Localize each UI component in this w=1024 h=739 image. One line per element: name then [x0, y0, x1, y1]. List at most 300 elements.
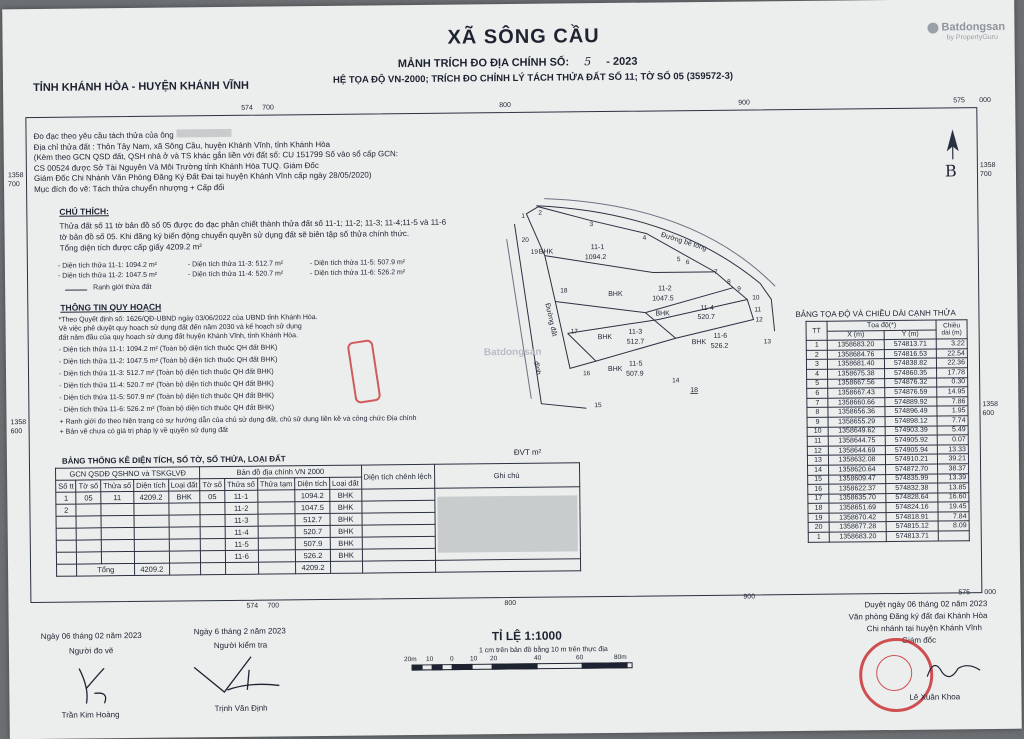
coord-table-title: BẢNG TỌA ĐỘ VÀ CHIỀU DÀI CẠNH THỬA [795, 308, 955, 319]
info-line: Mục đích đo vẽ: Tách thửa chuyển nhượng + Cấp đổi [34, 181, 398, 195]
parcel-area: 507.9 [626, 371, 644, 378]
grid-label: 1358 [980, 162, 996, 169]
planning-note: + Ranh giới đo theo hiện trạng có sự hướng dẫn của chủ sử dụng đất, chủ sử dụng liền kề và công chức Địa chính [59, 414, 416, 427]
coord-cell: 1358632.08 [828, 455, 885, 465]
parcel-area: 512.7 [627, 339, 645, 346]
coord-cell: 1 [808, 532, 829, 542]
cell: 507.9 [295, 537, 330, 549]
coord-cell: 574835.99 [886, 474, 938, 484]
grid-label: 575 [953, 97, 965, 104]
cell [76, 504, 101, 516]
parcel-division [568, 333, 596, 361]
coord-cell: 2 [806, 350, 827, 360]
right-role: Giám đốc [902, 636, 936, 645]
point-label: 2 [538, 210, 542, 217]
coord-cell: 14.95 [937, 387, 968, 397]
coord-cell: 17 [808, 494, 829, 504]
parcel-code: BHK [608, 366, 623, 373]
mid-name: Trịnh Văn Định [214, 704, 267, 714]
cell [134, 515, 169, 527]
cell [77, 552, 102, 564]
point-label: 5 [677, 256, 681, 263]
coord-cell: 1358667.43 [828, 388, 885, 398]
cell [56, 516, 77, 528]
stats-col: Tờ số [76, 480, 101, 492]
grid-label: 000 [979, 97, 991, 104]
coord-cell: 7.74 [937, 416, 968, 426]
coord-cell: 574860.35 [885, 368, 937, 378]
cell: 11-2 [225, 502, 258, 514]
cell [362, 524, 435, 537]
cell [101, 551, 134, 563]
grid-label: 575 [958, 589, 970, 596]
cell [101, 527, 134, 539]
planning-item: - Diện tích thửa 11-6: 526.2 m² (Toàn bộ diện tích thuộc QH đất BHK) [59, 402, 416, 415]
info-line: Giám Đốc Chi Nhánh Văn Phòng Đăng Ký Đất Đai tại huyện Khánh Vĩnh cấp ngày 28/05/2020) [34, 170, 398, 184]
point-label: 13 [764, 338, 772, 345]
coord-header: Y (m) [884, 330, 936, 340]
coord-table [806, 319, 970, 542]
cell [258, 562, 296, 574]
cell [200, 527, 225, 539]
cell [225, 562, 258, 574]
coord-cell: 11 [807, 436, 828, 446]
coord-cell: 574813.71 [886, 531, 938, 541]
coord-cell [938, 531, 969, 541]
neighbor-parcel: 18 [690, 387, 698, 394]
coord-cell: 7.84 [938, 512, 969, 522]
scale-note: 1 cm trên bản đồ bằng 10 m trên thực địa [479, 646, 608, 654]
cadastral-document [2, 0, 1022, 739]
coord-cell: 574876.32 [885, 378, 937, 388]
coord-cell: 0.07 [937, 435, 968, 445]
parcel-code: BHK [692, 339, 707, 346]
notes-line: tờ bản đồ số 05. Khi đăng ký biến động chuyển quyền sử dụng đất sẽ biên tập số thửa chính thức. [60, 228, 447, 243]
cell [361, 488, 434, 501]
stats-header: Ghi chú [434, 463, 579, 489]
coord-cell: 1358644.75 [828, 436, 885, 446]
cell: 11 [101, 491, 134, 503]
cell: 11-5 [225, 538, 258, 550]
parcel-area: 1047.5 [652, 295, 674, 302]
grid-label: 900 [738, 99, 750, 106]
parcel-area: 526.2 [711, 343, 729, 350]
cell [169, 515, 201, 527]
coord-cell: 22.36 [936, 358, 967, 368]
coord-row [808, 531, 969, 542]
cell [134, 503, 169, 515]
cell [56, 540, 77, 552]
coord-cell: 13 [807, 456, 828, 466]
coord-cell: 16 [808, 484, 829, 494]
cell: 05 [200, 491, 225, 503]
parcel-code: BHK [608, 291, 623, 298]
coord-cell: 7 [807, 398, 828, 408]
cell: 1 [56, 492, 77, 504]
scale-tick: 10 [470, 655, 478, 662]
coord-cell: 22.54 [936, 349, 967, 359]
coord-cell: 14 [808, 465, 829, 475]
coord-cell: 4 [807, 369, 828, 379]
signature-right [924, 654, 984, 685]
cell [200, 539, 225, 551]
coord-cell: 12 [807, 446, 828, 456]
cell: 05 [76, 492, 101, 504]
cell [362, 512, 435, 525]
coord-cell: 574816.53 [884, 349, 936, 359]
document-title: XÃ SÔNG CẦU [447, 25, 599, 50]
cell [362, 536, 435, 549]
coord-cell: 1358644.69 [828, 445, 885, 455]
left-date: Ngày 06 tháng 02 năm 2023 [41, 631, 142, 641]
grid-label: 574 [246, 603, 258, 610]
coord-cell: 574828.64 [886, 493, 938, 503]
planning-item: - Diện tích thửa 11-5: 507.9 m² (Toàn bộ diện tích thuộc QH đất BHK) [59, 390, 416, 403]
point-label: 17 [571, 328, 579, 335]
area-item: - Diện tích thửa 11-2: 1047.5 m² [58, 272, 157, 280]
stats-unit: ĐVT m² [514, 448, 541, 457]
grid-label: 1358 [982, 401, 998, 408]
coord-cell: 1358683.20 [829, 532, 886, 542]
cell: 11-3 [225, 514, 258, 526]
coord-cell: 1 [806, 340, 827, 350]
cell [435, 559, 580, 573]
coord-cell: 574910.21 [886, 454, 938, 464]
point-label: 20 [522, 237, 530, 244]
coord-cell: 574898.12 [885, 416, 937, 426]
cell [361, 500, 434, 513]
cell: BHK [330, 525, 362, 537]
subtitle-year: - 2023 [606, 56, 637, 68]
coord-cell: 6 [807, 388, 828, 398]
coord-cell: 574872.70 [886, 464, 938, 474]
stats-col: Diện tích [134, 479, 169, 491]
right-org: Văn phòng Đăng ký đất đai Khánh Hòa [849, 611, 988, 621]
planning-item: - Diện tích thửa 11-3: 512.7 m² (Toàn bộ diện tích thuộc QH đất BHK) [59, 366, 416, 379]
grid-label: 600 [11, 428, 23, 435]
cell [134, 551, 169, 563]
coord-cell: 1358675.38 [828, 369, 885, 379]
cell [169, 563, 201, 575]
coord-cell: 1358635.70 [829, 493, 886, 503]
planning-line: *Theo Quyết định số: 1626/QĐ-UBND ngày 03/06/2022 của UBND tỉnh Khánh Hòa. [58, 312, 415, 325]
stats-col: Thửa số [224, 478, 257, 490]
stats-col: Thửa tạm [257, 478, 295, 490]
cell: Tổng [77, 563, 135, 576]
coord-cell: 574903.39 [885, 426, 937, 436]
cell: BHK [330, 489, 362, 501]
coord-header: Chiều dài (m) [936, 320, 967, 340]
grid-label: 1358 [10, 419, 26, 426]
cell: BHK [330, 501, 362, 513]
coord-cell: 574896.49 [885, 406, 937, 416]
cell [169, 527, 201, 539]
coord-cell: 1358656.36 [828, 407, 885, 417]
left-name: Trần Kim Hoàng [62, 710, 120, 720]
coord-cell: 574815.12 [886, 522, 938, 532]
area-item: - Diện tích thửa 11-6: 526.2 m² [310, 269, 405, 277]
coord-cell: 574905.92 [885, 435, 937, 445]
scale-label: TỈ LỆ 1:1000 [492, 628, 562, 643]
coord-cell: 574832.38 [886, 483, 938, 493]
point-label: 19 [531, 249, 539, 256]
cell [57, 564, 78, 576]
stats-col: Tờ số [200, 479, 225, 491]
parcel-area: 520.7 [697, 314, 715, 321]
cell [258, 514, 296, 526]
cell [201, 563, 226, 575]
coord-header: TT [806, 321, 827, 340]
cell [76, 516, 101, 528]
cell [258, 502, 296, 514]
cell [134, 527, 169, 539]
coord-header: X (m) [827, 330, 884, 340]
coord-cell: 15 [808, 475, 829, 485]
point-label: 12 [755, 316, 763, 323]
parcel-map [474, 191, 806, 429]
document-subtitle [398, 55, 638, 71]
grid-label: 600 [982, 410, 994, 417]
cell: BHK [330, 513, 362, 525]
parcel-code: BHK [598, 334, 613, 341]
cell [258, 550, 296, 562]
cell: 1094.2 [295, 489, 330, 501]
grid-label: 700 [267, 602, 279, 609]
center-watermark: Batdongsan [484, 347, 542, 359]
grid-label: 1358 [8, 172, 24, 179]
cell: BHK [330, 537, 362, 549]
coord-cell: 8.09 [938, 521, 969, 531]
point-label: 1 [521, 213, 525, 220]
cell: 2 [56, 504, 77, 516]
coord-cell: 3 [806, 360, 827, 370]
road-concrete-label: Đường bê tông [660, 232, 707, 253]
info-line: CS 00524 được Sở Tài Nguyên Và Môi Trường tỉnh Khánh Hòa TUQ. Giám Đốc [34, 160, 398, 174]
planning-heading: THÔNG TIN QUY HOẠCH [60, 302, 161, 313]
grid-label: 700 [980, 171, 992, 178]
coord-cell: 0.30 [937, 377, 968, 387]
road-concrete-edge [544, 196, 775, 288]
cell: 520.7 [295, 525, 330, 537]
notes-line: Thửa đất số 11 tờ bản đồ số 05 được đo đạc phân chiết thành thửa đất số 11-1; 11-2; 11-3; 11-4;11-5 và 11-6 [59, 218, 446, 233]
cell: 11-1 [224, 490, 257, 502]
cell: 512.7 [295, 513, 330, 525]
cell [201, 551, 226, 563]
coord-cell: 13.85 [938, 483, 969, 493]
coord-cell: 8 [807, 408, 828, 418]
parcel-id: 11-1 [591, 244, 605, 251]
coord-cell: 13.39 [938, 473, 969, 483]
info-line: Đo đạc theo yêu cầu tách thửa của ông [33, 131, 173, 141]
parcel-id: 11-6 [714, 333, 728, 340]
coord-cell: 1358667.56 [828, 378, 885, 388]
cell [101, 503, 134, 515]
left-role: Người đo vẽ [69, 646, 113, 655]
area-item: - Diện tích thửa 11-4: 520.7 m² [188, 270, 283, 278]
road-dirt-label: Đường đất [543, 302, 559, 337]
cell: 526.2 [296, 549, 331, 561]
cell [169, 539, 201, 551]
province-line: TỈNH KHÁNH HÒA - HUYỆN KHÁNH VĨNH [33, 80, 249, 94]
cell [200, 503, 225, 515]
scale-tick: 40 [534, 655, 542, 662]
parcel-id: 11-3 [629, 329, 643, 336]
point-label: 4 [643, 235, 647, 242]
road-dirt-edge [507, 239, 532, 399]
scale-tick: 0 [450, 656, 454, 663]
coord-cell: 1358684.76 [827, 349, 884, 359]
coord-cell: 574876.59 [885, 387, 937, 397]
cell [56, 528, 77, 540]
notes-block [59, 218, 446, 255]
point-label: 16 [583, 370, 591, 377]
cell [362, 560, 435, 573]
mid-role: Người kiểm tra [214, 641, 267, 651]
cell [330, 561, 362, 573]
coord-cell: 3.22 [936, 339, 967, 349]
cell: 11-4 [225, 526, 258, 538]
grid-label: 800 [499, 102, 511, 109]
parcel-id: 11-5 [629, 361, 643, 368]
stats-header: Bản đồ địa chính VN 2000 [200, 465, 361, 479]
road-dirt-suffix: đình [532, 361, 542, 376]
cell [77, 540, 102, 552]
coord-cell: 574838.82 [885, 358, 937, 368]
point-label: 14 [672, 377, 680, 384]
coord-cell: 7.86 [937, 396, 968, 406]
notes-heading: CHÚ THÍCH: [59, 206, 109, 217]
stats-table [55, 462, 581, 576]
info-line: (Kèm theo GCN QSD đất, QSH nhà ở và TS khác gắn liền với đất số: CU 151799 Số vào sổ cấp GCN: [34, 149, 398, 163]
coord-cell: 38.37 [938, 464, 969, 474]
parcel-code: BHK [655, 310, 670, 317]
point-label: 6 [686, 259, 690, 266]
scale-tick: 20m [404, 656, 417, 663]
planning-line: đất năm đầu của quy hoạch sử dụng đất huyện Khánh Vĩnh, tỉnh Khánh Hòa. [59, 330, 416, 343]
notes-total: Tổng diện tích được cấp giấy 4209.2 m² [60, 240, 447, 255]
coord-cell: 39.21 [937, 454, 968, 464]
cell [362, 548, 435, 561]
coord-cell: 17.78 [937, 368, 968, 378]
coord-cell: 574889.92 [885, 397, 937, 407]
scale-bar [404, 651, 654, 678]
cell [200, 515, 225, 527]
planning-item: - Diện tích thửa 11-4: 520.7 m² (Toàn bộ diện tích thuộc QH đất BHK) [59, 378, 416, 391]
stats-col: Loại đất [329, 477, 361, 489]
cell: BHK [330, 549, 362, 561]
coord-cell: 20 [808, 523, 829, 533]
stats-col: Diện tích [295, 477, 330, 489]
parcel-area: 1094.2 [585, 254, 607, 261]
cell [134, 539, 169, 551]
point-label: 8 [727, 279, 731, 286]
subtitle-number: 5 [572, 55, 603, 68]
cell: 1047.5 [295, 501, 330, 513]
point-label: 7 [714, 269, 718, 276]
cell: BHK [168, 491, 200, 503]
planning-item: - Diện tích thửa 11-1: 1094.2 m² (Toàn bộ diện tích thuộc QH đất BHK) [59, 342, 416, 355]
point-label: 15 [594, 402, 602, 409]
cell [101, 539, 134, 551]
planning-note: + Bản vẽ chưa có giá trị pháp lý về quyền sử dụng đất [60, 424, 417, 437]
point-label: 9 [737, 286, 741, 293]
cell: 11-6 [225, 550, 258, 562]
stats-table-title: BẢNG THỐNG KÊ DIỆN TÍCH, SỐ TỜ, SỐ THỬA, LOẠI ĐẤT [62, 454, 286, 465]
planning-line: Về việc phê duyệt quy hoạch sử dụng đất đến năm 2030 và kế hoạch sử dụng [59, 321, 416, 334]
cell [56, 552, 77, 564]
legend-label: Ranh giới thửa đất [93, 284, 151, 292]
right-name: Lê Xuân Khoa [909, 692, 960, 702]
coord-cell: 1358660.66 [828, 397, 885, 407]
coord-cell: 9 [807, 417, 828, 427]
area-item: - Diện tích thửa 11-1: 1094.2 m² [58, 262, 157, 270]
coord-cell: 10 [807, 427, 828, 437]
parcel-id: 11-2 [658, 285, 672, 292]
stats-header: Diện tích chênh lệch [361, 464, 434, 489]
coord-cell: 1358609.47 [829, 474, 886, 484]
scale-tick: 10 [426, 656, 434, 663]
parcel-code: BHK [539, 249, 554, 256]
cell [257, 490, 295, 502]
point-label: 3 [589, 221, 593, 228]
right-org: Chi nhánh tại huyện Khánh Vĩnh [867, 623, 982, 633]
cell: 4209.2 [134, 563, 169, 575]
watermark-icon [927, 22, 938, 33]
coord-cell: 1.95 [937, 406, 968, 416]
mid-date: Ngày 6 tháng 2 năm 2023 [194, 626, 286, 636]
scale-tick: 20 [490, 655, 498, 662]
coord-cell: 574905.94 [885, 445, 937, 455]
stats-col: Loại đất [168, 479, 200, 491]
coord-cell: 1358620.64 [829, 464, 886, 474]
coord-cell: 1358655.29 [828, 417, 885, 427]
grid-label: 800 [504, 600, 516, 607]
coord-cell: 13.33 [937, 444, 968, 454]
cell [258, 526, 296, 538]
coordinate-system-line: HỆ TỌA ĐỘ VN-2000; TRÍCH ĐO CHỈNH LÝ TÁCH THỬA ĐẤT SỐ 11; TỜ SỐ 05 (359572-3) [333, 71, 733, 86]
coord-cell: 574818.91 [886, 512, 938, 522]
watermark-by: by PropertyGuru [947, 34, 998, 42]
stats-header: GCN QSDĐ QSHNO và TSKGLVĐ [56, 467, 200, 481]
parcel-map-svg [474, 191, 806, 424]
redacted-note-cell [434, 487, 580, 561]
coord-cell: 1358622.37 [829, 484, 886, 494]
grid-label: 900 [743, 593, 755, 600]
cell: 4209.2 [134, 491, 169, 503]
subtitle-label: MẢNH TRÍCH ĐO ĐỊA CHÍNH SỐ: [398, 56, 569, 70]
cell: 4209.2 [296, 561, 331, 573]
signature-middle [189, 651, 285, 702]
cell [77, 528, 102, 540]
cell [169, 551, 201, 563]
planning-item: - Diện tích thửa 11-2: 1047.5 m² (Toàn bộ diện tích thuộc QH đất BHK) [59, 354, 416, 367]
grid-label: 574 [241, 105, 253, 112]
coord-cell: 18 [808, 503, 829, 513]
coord-cell: 1358651.69 [829, 503, 886, 513]
watermark-brand: Batdongsan [941, 21, 1005, 34]
point-label: 10 [752, 294, 760, 301]
right-date: Duyệt ngày 06 tháng 02 năm 2023 [864, 599, 987, 609]
coord-header: Tọa độ(*) [827, 320, 936, 331]
coord-cell: 574824.16 [886, 502, 938, 512]
info-block [33, 127, 398, 195]
redacted-name [177, 129, 232, 138]
coord-cell: 19.45 [938, 502, 969, 512]
stats-col: Số tt [56, 480, 77, 492]
scale-tick: 60 [576, 654, 584, 661]
coord-cell: 5.49 [937, 425, 968, 435]
coord-cell: 16.60 [938, 492, 969, 502]
